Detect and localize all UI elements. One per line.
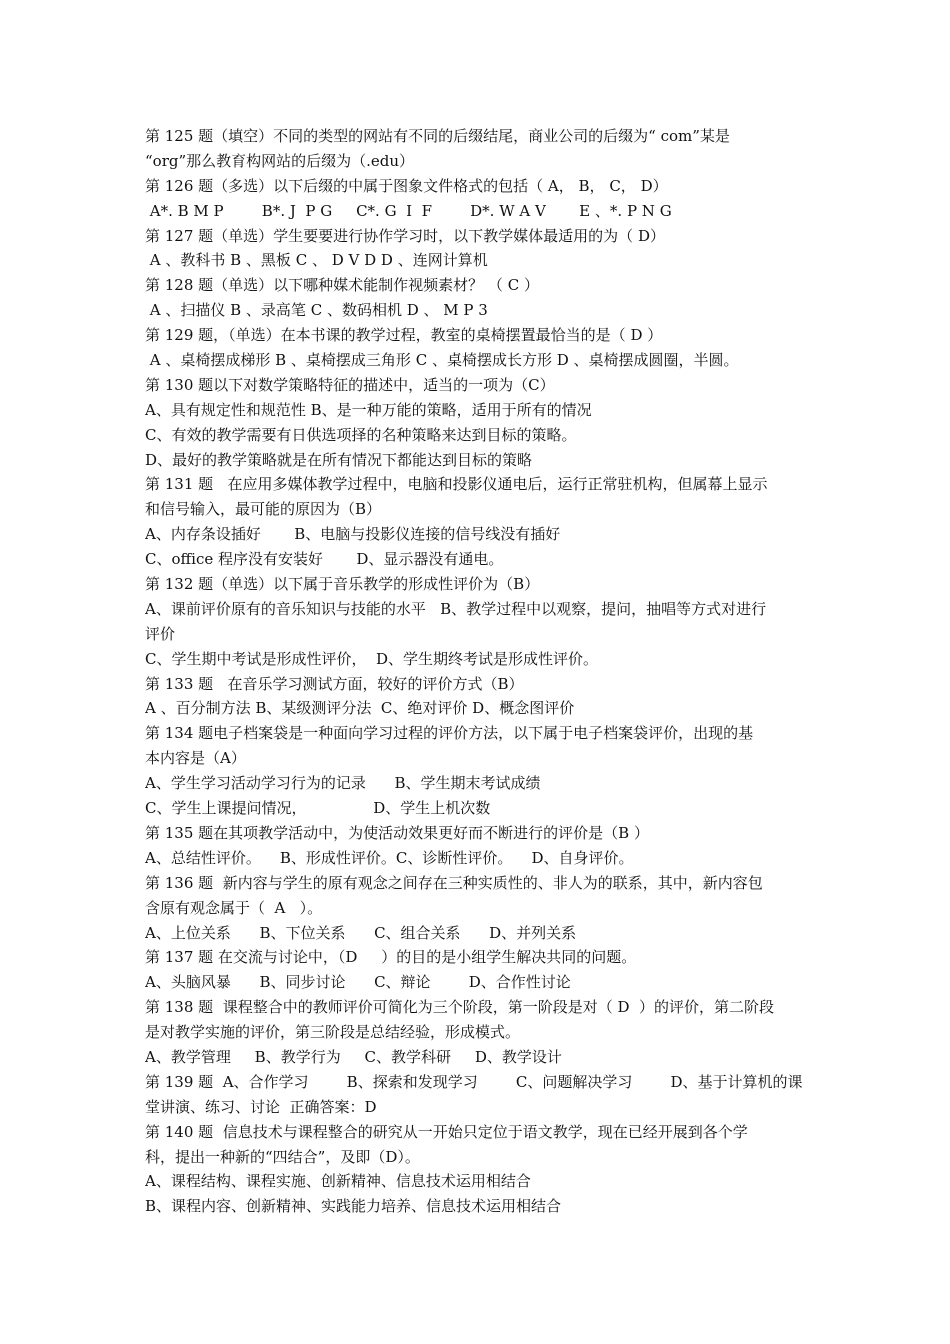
- text-line: 第 137 题 在交流与讨论中，（D ）的目的是小组学生解决共同的问题。: [145, 948, 637, 967]
- text-line: 第 135 题在其项教学活动中，为使活动效果更好而不断进行的评价是（B ）: [145, 823, 649, 842]
- text-line: 第 139 题 A、合作学习 B、探索和发现学习 C、问题解决学习 D、基于计算机的课: [145, 1072, 803, 1091]
- text-line: 和信号输入，最可能的原因为（B）: [145, 500, 382, 519]
- text-line: B、课程内容、创新精神、实践能力培养、信息技术运用相结合: [145, 1197, 562, 1216]
- text-line: 第 134 题电子档案袋是一种面向学习过程的评价方法，以下属于电子档案袋评价，出现的基: [145, 724, 754, 743]
- document-page: [145, 124, 811, 1219]
- text-line: 科，提出一种新的“四结合”，及即（D）。: [145, 1147, 420, 1166]
- text-line: A、课前评价原有的音乐知识与技能的水平 B、教学过程中以观察，提问，抽唱等方式对进行: [145, 599, 767, 618]
- text-line: A、教学管理 B、教学行为 C、教学科研 D、教学设计: [145, 1047, 562, 1066]
- text-line: C、有效的教学需要有日供选项择的名种策略来达到目标的策略。: [145, 425, 577, 444]
- text-line: C、office 程序没有安装好 D、显示器没有通电。: [145, 550, 504, 569]
- text-line: A 、百分制方法 B、某级测评分法 C、绝对评价 D、概念图评价: [145, 699, 575, 718]
- text-line: A、头脑风暴 B、同步讨论 C、辩论 D、合作性讨论: [145, 973, 571, 992]
- text-line: C、学生期中考试是形成性评价， D、学生期终考试是形成性评价。: [145, 649, 599, 668]
- text-line: 堂讲演、练习、讨论 正确答案：D: [145, 1097, 377, 1116]
- text-line: 第 132 题（单选）以下属于音乐教学的形成性评价为（B）: [145, 575, 540, 594]
- text-line: 第 127 题（单选）学生要要进行协作学习时，以下教学媒体最适用的为（ D）: [145, 226, 665, 245]
- text-line: 含原有观念属于（ A ）。: [145, 898, 323, 917]
- text-line: 第 126 题（多选）以下后缀的中属于图象文件格式的包括（ A， B， C， D）: [145, 176, 668, 195]
- text-line: 第 136 题 新内容与学生的原有观念之间存在三种实质性的、非人为的联系，其中，新内容包: [145, 873, 763, 892]
- text-line: 第 138 题 课程整合中的教师评价可简化为三个阶段，第一阶段是对（ D ）的评价，第二阶段: [145, 998, 775, 1017]
- text-line: A、总结性评价。 B、形成性评价。C、诊断性评价。 D、自身评价。: [145, 848, 634, 867]
- text-line: A*. B M P B*. J P G C*. G I F D*. W A V E 、*. P N G: [145, 201, 672, 220]
- text-line: 第 140 题 信息技术与课程整合的研究从一开始只定位于语文教学，现在已经开展到各个学: [145, 1122, 748, 1141]
- text-line: A、内存条设插好 B、电脑与投影仪连接的信号线没有插好: [145, 525, 561, 544]
- text-line: A 、教科书 B 、黑板 C 、 D V D D 、连网计算机: [145, 251, 488, 270]
- text-line: 第 128 题（单选）以下哪种媒术能制作视频素材？ （ C ）: [145, 276, 539, 295]
- text-line: A 、桌椅摆成梯形 B 、桌椅摆成三角形 C 、桌椅摆成长方形 D 、桌椅摆成圆圈，半圆。: [145, 351, 739, 370]
- text-line: 第 125 题（填空）不同的类型的网站有不同的后缀结尾，商业公司的后缀为“ com”某是: [145, 127, 730, 145]
- text-line: 第 130 题以下对数学策略特征的描述中，适当的一项为（C）: [145, 375, 555, 394]
- text-line: 是对教学实施的评价，第三阶段是总结经验，形成模式。: [145, 1023, 521, 1042]
- text-line: A、具有规定性和规范性 B、是一种万能的策略，适用于所有的情况: [145, 400, 592, 419]
- text-line: “org”那么教育构网站的后缀为（.edu）: [145, 151, 415, 170]
- text-line: C、学生上课提问情况， D、学生上机次数: [145, 799, 491, 818]
- text-line: 评价: [145, 624, 176, 643]
- text-line: A、学生学习活动学习行为的记录 B、学生期末考试成绩: [145, 774, 541, 793]
- text-line: A 、扫描仪 B 、录高笔 C 、数码相机 D 、 M P 3: [145, 301, 488, 320]
- text-line: 第 133 题 在音乐学习测试方面，较好的评价方式（B）: [145, 674, 524, 693]
- text-line: A、课程结构、课程实施、创新精神、信息技术运用相结合: [145, 1172, 531, 1191]
- text-line: 第 131 题 在应用多媒体教学过程中，电脑和投影仪通电后，运行正常驻机构，但属幕上显示: [145, 475, 768, 494]
- text-line: 本内容是（A）: [145, 749, 246, 768]
- text-line: 第 129 题，（单选）在本书课的教学过程，教室的桌椅摆置最恰当的是（ D ）: [145, 326, 663, 345]
- text-line: D、最好的教学策略就是在所有情况下都能达到目标的策略: [145, 450, 533, 469]
- text-line: A、上位关系 B、下位关系 C、组合关系 D、并列关系: [145, 923, 577, 942]
